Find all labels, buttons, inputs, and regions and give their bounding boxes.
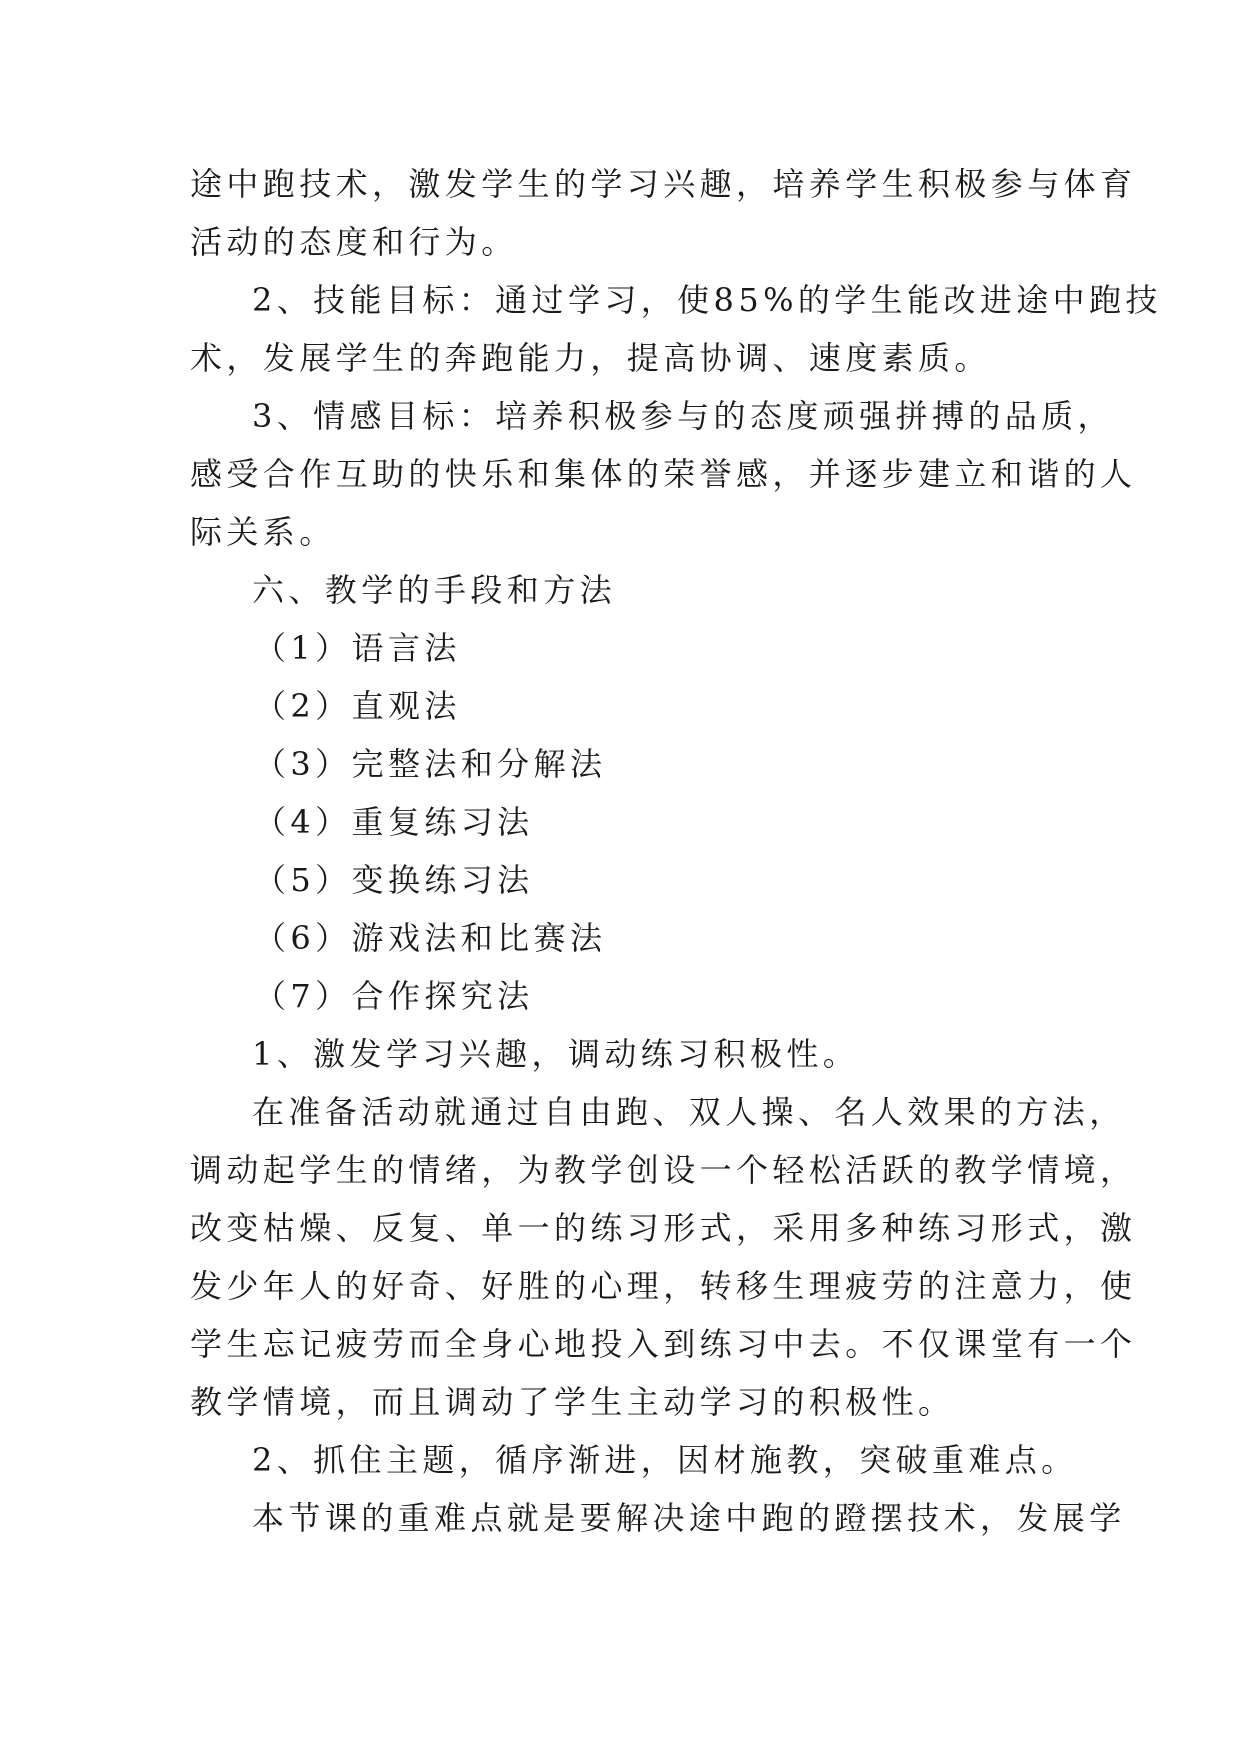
text-line: 途中跑技术，激发学生的学习兴趣，培养学生积极参与体育 bbox=[190, 165, 1137, 203]
list-item: （6）游戏法和比赛法 bbox=[254, 919, 607, 957]
list-item: （1）语言法 bbox=[254, 629, 461, 667]
text-line: 发少年人的好奇、好胜的心理，转移生理疲劳的注意力，使 bbox=[190, 1267, 1137, 1305]
section-heading: 六、教学的手段和方法 bbox=[252, 571, 617, 609]
text-line: 活动的态度和行为。 bbox=[190, 223, 518, 261]
text-line: 感受合作互助的快乐和集体的荣誉感，并逐步建立和谐的人 bbox=[190, 455, 1137, 493]
list-item: （5）变换练习法 bbox=[254, 861, 534, 899]
text-line: 1、激发学习兴趣，调动练习积极性。 bbox=[252, 1035, 860, 1073]
text-line: 学生忘记疲劳而全身心地投入到练习中去。不仅课堂有一个 bbox=[190, 1325, 1137, 1363]
text-line: 2、抓住主题，循序渐进，因材施教，突破重难点。 bbox=[252, 1441, 1078, 1479]
text-line: 2、技能目标：通过学习，使85%的学生能改进途中跑技 bbox=[252, 281, 1162, 319]
list-item: （4）重复练习法 bbox=[254, 803, 534, 841]
list-item: （3）完整法和分解法 bbox=[254, 745, 607, 783]
text-line: 3、情感目标：培养积极参与的态度顽强拼搏的品质， bbox=[252, 397, 1114, 435]
text-line: 术，发展学生的奔跑能力，提高协调、速度素质。 bbox=[190, 339, 991, 377]
text-line: 调动起学生的情绪，为教学创设一个轻松活跃的教学情境， bbox=[190, 1151, 1137, 1189]
text-line: 改变枯燥、反复、单一的练习形式，采用多种练习形式，激 bbox=[190, 1209, 1137, 1247]
list-item: （2）直观法 bbox=[254, 687, 461, 725]
list-item: （7）合作探究法 bbox=[254, 977, 534, 1015]
text-line: 在准备活动就通过自由跑、双人操、名人效果的方法， bbox=[252, 1093, 1126, 1131]
text-line: 本节课的重难点就是要解决途中跑的蹬摆技术，发展学 bbox=[252, 1499, 1126, 1537]
text-line: 际关系。 bbox=[190, 513, 336, 551]
text-line: 教学情境，而且调动了学生主动学习的积极性。 bbox=[190, 1383, 955, 1421]
